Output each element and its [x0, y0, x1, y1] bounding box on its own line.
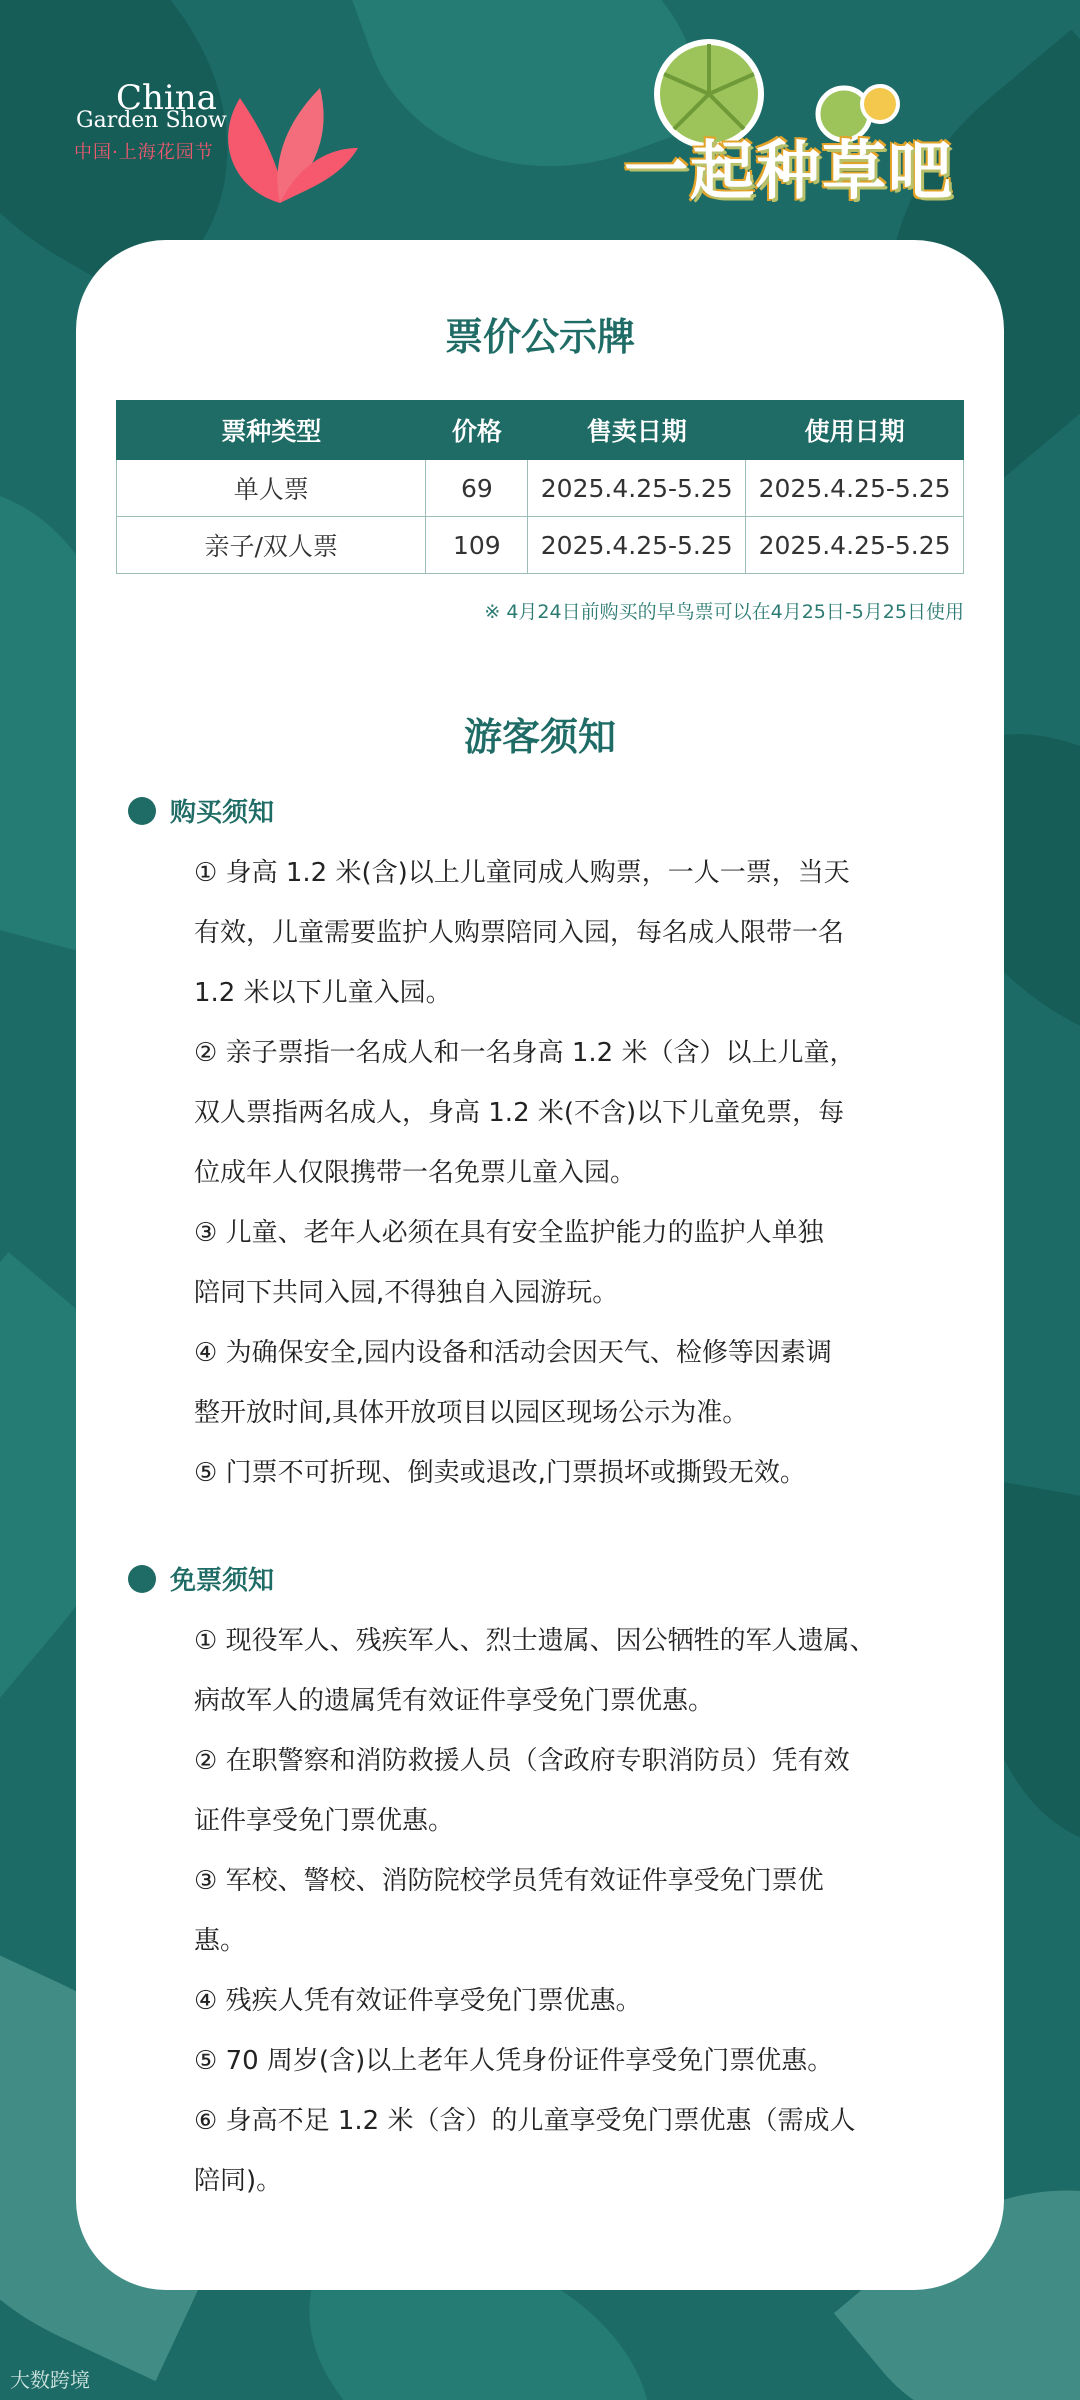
price-cell: 109: [426, 517, 528, 574]
list-item: 有效，儿童需要监护人购票陪同入园，每名成人限带一名: [194, 918, 845, 948]
sale-date-cell: 2025.4.25-5.25: [528, 517, 746, 574]
list-item: 陪同下共同入园,不得独自入园游玩。: [194, 1278, 619, 1308]
logo-text-china: China: [116, 78, 217, 118]
column-header-price: 价格: [426, 401, 528, 460]
column-header-ticket-type: 票种类型: [117, 401, 426, 460]
visitor-notice-title: 游客须知: [463, 715, 616, 759]
sale-date-cell: 2025.4.25-5.25: [528, 460, 746, 517]
column-header-use-date: 使用日期: [746, 401, 964, 460]
price-board-title: 票价公示牌: [444, 315, 635, 359]
list-item: ⑤ 门票不可折现、倒卖或退改,门票损坏或撕毁无效。: [194, 1458, 806, 1488]
list-item: 位成年人仅限携带一名免票儿童入园。: [194, 1158, 637, 1188]
china-garden-show-logo: [70, 78, 410, 228]
slogan-text: 一起种草吧: [624, 135, 954, 209]
list-item: 陪同)。: [194, 2166, 283, 2196]
list-item: 1.2 米以下儿童入园。: [194, 978, 452, 1008]
free-ticket-notice-list: [194, 1611, 934, 2211]
table-row: [117, 517, 964, 574]
use-date-cell: 2025.4.25-5.25: [746, 517, 964, 574]
list-item: ⑥ 身高不足 1.2 米（含）的儿童享受免门票优惠（需成人: [194, 2106, 856, 2136]
free-ticket-notice-heading-text: 免票须知: [170, 1566, 275, 1596]
info-card: [76, 240, 1004, 2290]
list-item: ② 在职警察和消防救援人员（含政府专职消防员）凭有效: [194, 1746, 850, 1776]
list-item: 双人票指两名成人，身高 1.2 米(不含)以下儿童免票，每: [194, 1098, 845, 1128]
list-item: 整开放时间,具体开放项目以园区现场公示为准。: [194, 1398, 749, 1428]
table-header-row: [117, 401, 964, 460]
list-item: ① 身高 1.2 米(含)以上儿童同成人购票，一人一票，当天: [194, 858, 850, 888]
list-item: ⑤ 70 周岁(含)以上老年人凭身份证件享受免门票优惠。: [194, 2046, 834, 2076]
price-cell: 69: [426, 460, 528, 517]
purchase-notice-heading-text: 购买须知: [170, 798, 275, 828]
list-item: 病故军人的遗属凭有效证件享受免门票优惠。: [194, 1686, 715, 1716]
ticket-type-cell: 单人票: [117, 460, 426, 517]
list-item: 惠。: [194, 1926, 247, 1956]
purchase-notice-list: [194, 843, 934, 1503]
early-bird-note: ※ 4月24日前购买的早鸟票可以在4月25日-5月25日使用: [484, 601, 964, 623]
logo-text-garden-show: Garden Show: [76, 108, 227, 133]
slogan-artwork: [624, 34, 1010, 224]
price-table: [116, 400, 964, 574]
list-item: ② 亲子票指一名成人和一名身高 1.2 米（含）以上儿童，: [194, 1038, 856, 1068]
watermark: 大数跨境: [10, 2368, 90, 2392]
purchase-notice-heading: [128, 792, 274, 829]
list-item: 证件享受免门票优惠。: [194, 1806, 455, 1836]
free-ticket-notice-heading: [128, 1560, 274, 1597]
flower-logo-icon: [210, 78, 360, 218]
column-header-sale-date: 售卖日期: [528, 401, 746, 460]
bullet-dot-icon: [128, 797, 156, 825]
list-item: ① 现役军人、残疾军人、烈士遗属、因公牺牲的军人遗属、: [194, 1626, 876, 1656]
list-item: ③ 军校、警校、消防院校学员凭有效证件享受免门票优: [194, 1866, 824, 1896]
bullet-dot-icon: [128, 1565, 156, 1593]
list-item: ④ 为确保安全,园内设备和活动会因天气、检修等因素调: [194, 1338, 832, 1368]
table-row: [117, 460, 964, 517]
ticket-type-cell: 亲子/双人票: [117, 517, 426, 574]
logo-text-chinese: 中国·上海花园节: [74, 142, 214, 163]
list-item: ③ 儿童、老年人必须在具有安全监护能力的监护人单独: [194, 1218, 824, 1248]
list-item: ④ 残疾人凭有效证件享受免门票优惠。: [194, 1986, 642, 2016]
use-date-cell: 2025.4.25-5.25: [746, 460, 964, 517]
